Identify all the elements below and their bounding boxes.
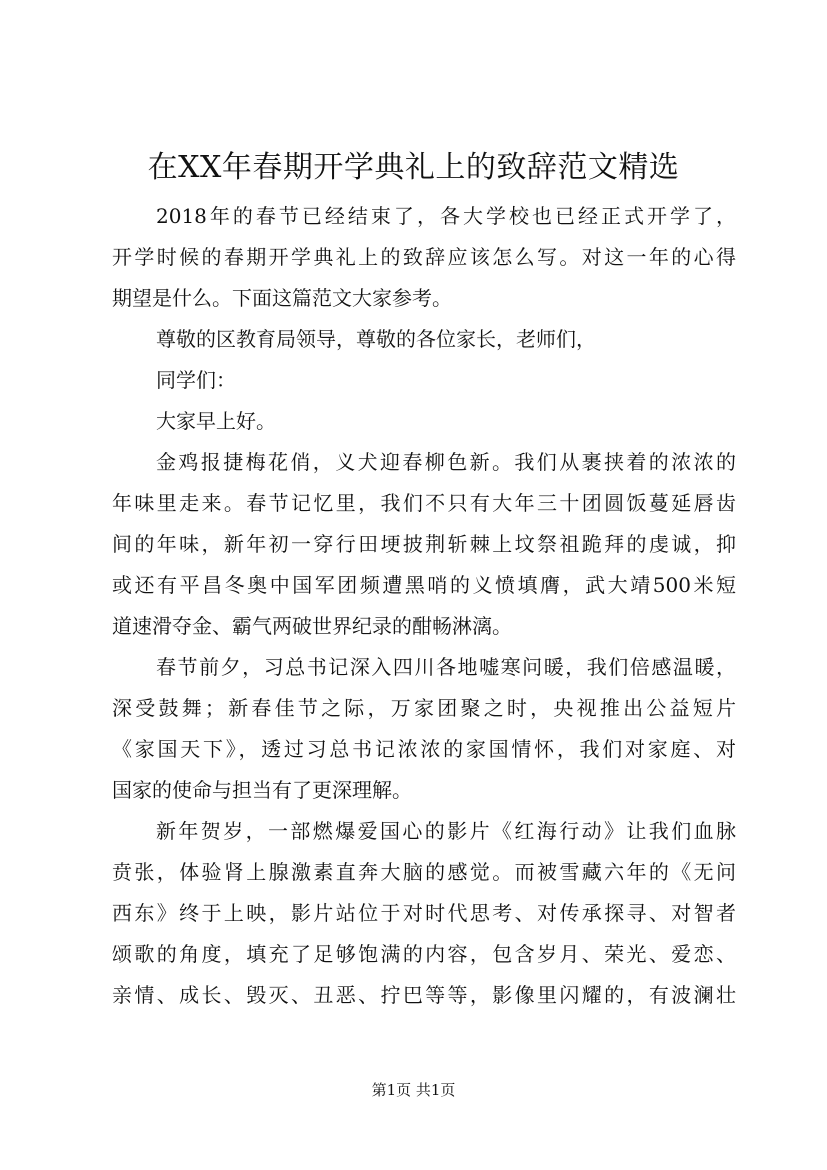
body-line: 间的年味，新年初一穿行田埂披荆斩棘上坟祭祖跪拜的虔诚，抑 [112, 532, 736, 556]
body-line: 大家早上好。 [156, 409, 276, 433]
body-line: 期望是什么。下面这篇范文大家参考。 [112, 286, 452, 310]
body-line: 道速滑夺金、霸气两破世界纪录的酣畅淋漓。 [112, 614, 512, 638]
body-line: 开学时候的春期开学典礼上的致辞应该怎么写。对这一年的心得 [112, 245, 736, 269]
body-line: 尊敬的区教育局领导，尊敬的各位家长，老师们， [156, 327, 596, 351]
body-line: 金鸡报捷梅花俏，义犬迎春柳色新。我们从裹挟着的浓浓的 [156, 450, 736, 474]
document-body [112, 196, 736, 1016]
body-line: 同学们： [156, 368, 236, 392]
body-line: 颂歌的角度，填充了足够饱满的内容，包含岁月、荣光、爱恋、 [112, 942, 736, 966]
body-line: 年味里走来。春节记忆里，我们不只有大年三十团圆饭蔓延唇齿 [112, 491, 736, 515]
body-line: 2018年的春节已经结束了，各大学校也已经正式开学了， [156, 204, 736, 228]
body-line: 《家国天下》，透过习总书记浓浓的家国情怀，我们对家庭、对 [112, 737, 736, 761]
body-line: 亲情、成长、毁灭、丑恶、拧巴等等，影像里闪耀的，有波澜壮 [112, 983, 736, 1007]
body-line: 春节前夕，习总书记深入四川各地嘘寒问暖，我们倍感温暖， [156, 655, 736, 679]
body-line: 或还有平昌冬奥中国军团频遭黑哨的义愤填膺，武大靖500米短 [112, 573, 736, 597]
document-title: 在XX年春期开学典礼上的致辞范文精选 [147, 150, 680, 185]
body-line: 国家的使命与担当有了更深理解。 [112, 778, 412, 802]
body-line: 深受鼓舞；新春佳节之际，万家团聚之时，央视推出公益短片 [112, 696, 736, 720]
body-line: 贲张，体验肾上腺激素直奔大脑的感觉。而被雪藏六年的《无问 [112, 860, 736, 884]
body-line: 新年贺岁，一部燃爆爱国心的影片《红海行动》让我们血脉 [156, 819, 736, 843]
body-line: 西东》终于上映，影片站位于对时代思考、对传承探寻、对智者 [112, 901, 736, 925]
page-footer: 第1页 共1页 [371, 1081, 456, 1099]
